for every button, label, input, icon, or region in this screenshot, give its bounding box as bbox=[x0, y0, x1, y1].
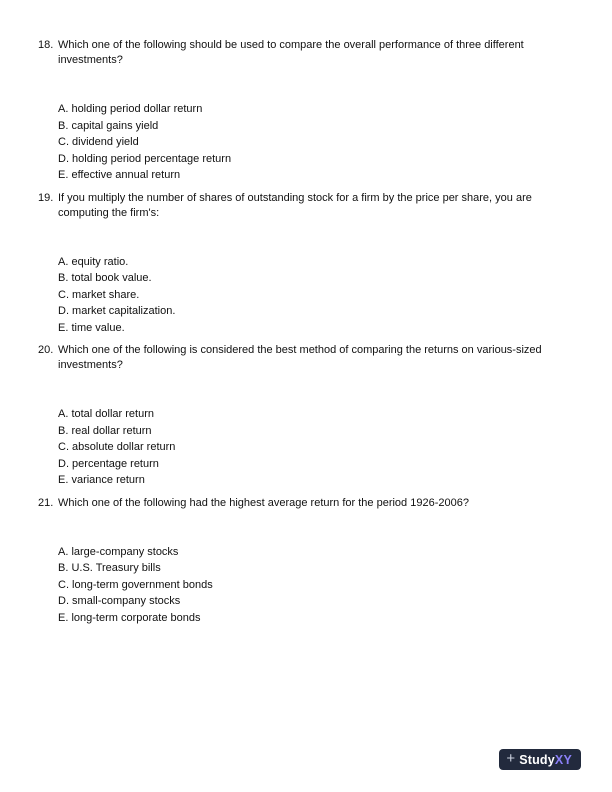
plus-icon: + bbox=[506, 750, 516, 767]
answer-choice-d: D. market capitalization. bbox=[58, 305, 176, 317]
answer-choices bbox=[38, 544, 576, 627]
answer-choice-d: D. small-company stocks bbox=[58, 595, 181, 607]
question-18 bbox=[38, 38, 576, 184]
question-21 bbox=[38, 496, 576, 627]
answer-choice-e: E. long-term corporate bonds bbox=[58, 611, 201, 624]
question-number: 19. bbox=[38, 191, 54, 204]
answer-choice-b: B. real dollar return bbox=[58, 424, 152, 437]
question-number: 18. bbox=[38, 39, 54, 51]
answer-choice-e: E. time value. bbox=[58, 321, 125, 334]
answer-choice-c: C. market share. bbox=[58, 288, 140, 301]
answer-choice-d: D. holding period percentage return bbox=[58, 152, 232, 165]
answer-choice-e: E. effective annual return bbox=[58, 169, 181, 181]
question-text: Which one of the following is considered the best method of comparing the returns on various-sized investments? bbox=[58, 344, 542, 371]
logo-text-primary: Study bbox=[519, 752, 555, 767]
question-19 bbox=[38, 191, 576, 337]
question-text: Which one of the following should be used to compare the overall performance of three different investments? bbox=[58, 39, 524, 66]
answer-choice-b: B. capital gains yield bbox=[58, 119, 159, 132]
answer-choice-b: B. U.S. Treasury bills bbox=[58, 562, 161, 574]
answer-choice-a: A. total dollar return bbox=[58, 408, 154, 420]
answer-choice-a: A. holding period dollar return bbox=[58, 103, 203, 115]
question-text: If you multiply the number of shares of outstanding stock for a firm by the price per share, you are computing the firm's: bbox=[58, 191, 532, 219]
answer-choice-c: C. long-term government bonds bbox=[58, 578, 213, 591]
answer-choices bbox=[38, 101, 576, 184]
question-number: 21. bbox=[38, 496, 54, 509]
studyxy-logo-text bbox=[519, 753, 572, 767]
answer-choice-c: C. dividend yield bbox=[58, 136, 139, 148]
answer-choice-e: E. variance return bbox=[58, 474, 145, 486]
studyxy-logo bbox=[499, 749, 581, 770]
question-20 bbox=[38, 343, 576, 489]
answer-choice-c: C. absolute dollar return bbox=[58, 441, 176, 453]
answer-choice-d: D. percentage return bbox=[58, 457, 159, 470]
answer-choice-b: B. total book value. bbox=[58, 272, 152, 284]
answer-choice-a: A. large-company stocks bbox=[58, 545, 179, 558]
answer-choices bbox=[38, 406, 576, 489]
question-number: 20. bbox=[38, 344, 54, 356]
answer-choices bbox=[38, 254, 576, 337]
logo-text-accent: XY bbox=[554, 752, 572, 767]
question-text: Which one of the following had the highest average return for the period 1926-2006? bbox=[58, 496, 469, 509]
answer-choice-a: A. equity ratio. bbox=[58, 255, 129, 268]
